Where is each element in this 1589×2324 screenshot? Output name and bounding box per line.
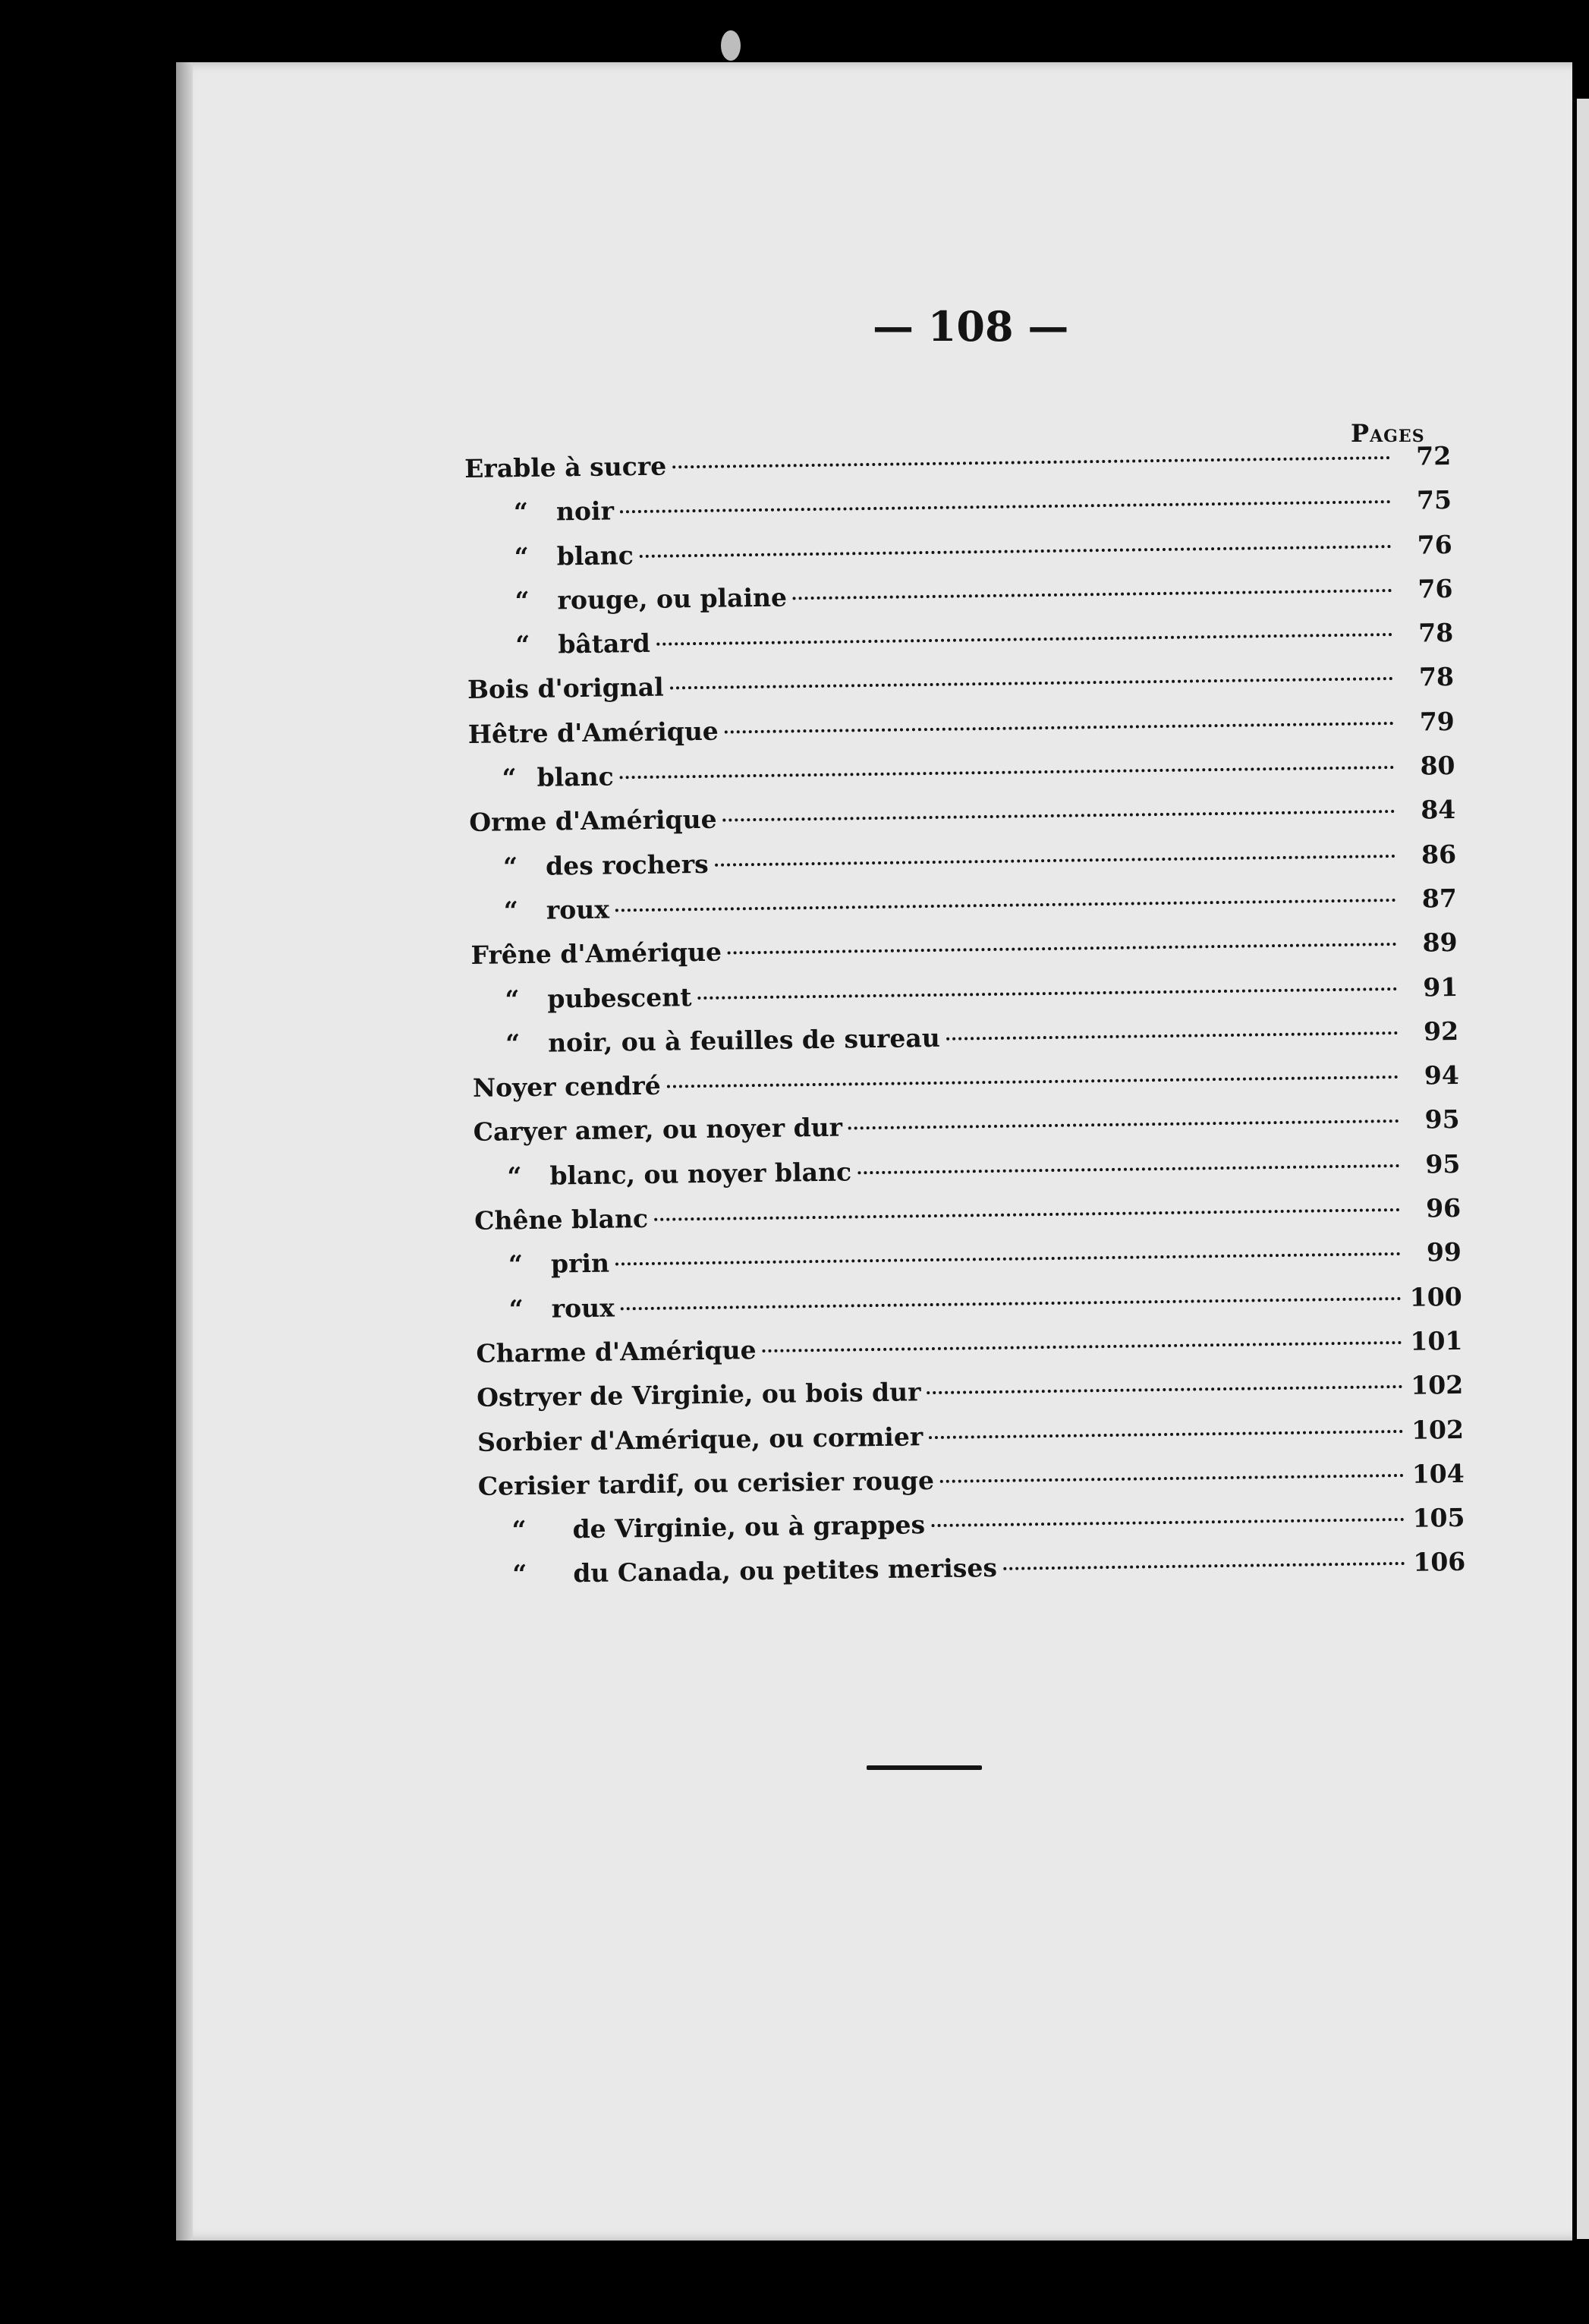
page-binding-edge: [176, 62, 193, 2241]
dot-leader: [927, 1385, 1402, 1394]
toc-entry-label: blanc: [556, 540, 634, 572]
closing-rule: [867, 1765, 982, 1770]
ditto-mark: “: [515, 630, 530, 660]
ditto-mark: “: [505, 1028, 521, 1059]
toc-entry-label: noir, ou à feuilles de sureau: [547, 1022, 940, 1058]
dot-leader: [725, 722, 1394, 734]
pages-column-header: Pages: [1351, 419, 1425, 448]
page-number: — 108 —: [873, 302, 1069, 351]
ditto-mark: “: [512, 1559, 527, 1589]
toc-entry-label: Hêtre d'Amérique: [467, 716, 719, 749]
toc-entry-page: 76: [1417, 529, 1452, 560]
toc-entry-page: 76: [1418, 573, 1453, 604]
dot-leader: [931, 1518, 1404, 1527]
ditto-mark: “: [511, 1515, 527, 1545]
toc-entry-indent: [472, 1052, 505, 1053]
ditto-mark: “: [503, 896, 519, 926]
dot-leader: [654, 1208, 1400, 1221]
toc-entry-page: 78: [1418, 618, 1454, 648]
toc-entry-page: 105: [1412, 1502, 1465, 1533]
toc-entry-label: prin: [550, 1248, 610, 1279]
toc-entry-page: 91: [1423, 971, 1458, 1003]
toc-entry-page: 104: [1411, 1458, 1465, 1489]
dot-leader: [697, 987, 1397, 1000]
toc-entry-page: 102: [1411, 1370, 1464, 1401]
ditto-mark: “: [514, 585, 530, 616]
toc-entry-label: pubescent: [547, 981, 692, 1014]
dot-leader: [672, 456, 1390, 468]
dot-leader: [793, 589, 1392, 600]
toc-entry-page: 99: [1426, 1237, 1462, 1267]
paper-speck: [721, 30, 741, 61]
toc-entry-indent: [470, 919, 504, 920]
ditto-mark: “: [507, 1160, 522, 1192]
dot-leader: [848, 1119, 1399, 1129]
toc-entry-page: 92: [1423, 1016, 1459, 1047]
table-of-contents: [464, 441, 1466, 1604]
toc-entry-label: Cerisier tardif, ou cerisier rouge: [477, 1465, 935, 1501]
dot-leader: [715, 855, 1395, 867]
next-page-edge: [1577, 99, 1589, 2239]
dot-leader: [857, 1164, 1399, 1174]
toc-entry-page: 95: [1425, 1148, 1461, 1179]
toc-entry-label: Ostryer de Virginie, ou bois dur: [477, 1377, 921, 1413]
toc-entry-page: 79: [1419, 706, 1455, 737]
toc-entry-label: Bois d'orignal: [467, 672, 664, 705]
ditto-mark: “: [508, 1293, 524, 1324]
toc-entry-label: Chêne blanc: [474, 1203, 649, 1236]
toc-entry-label: rouge, ou plaine: [557, 582, 788, 616]
toc-entry-label: Sorbier d'Amérique, ou cormier: [477, 1421, 924, 1457]
dot-leader: [728, 943, 1397, 955]
ditto-mark: “: [505, 984, 520, 1014]
toc-entry-page: 84: [1421, 795, 1456, 825]
toc-entry-page: 72: [1415, 440, 1452, 471]
ditto-mark: “: [502, 851, 518, 882]
toc-entry-page: 101: [1410, 1325, 1463, 1356]
toc-entry-page: 95: [1424, 1104, 1460, 1135]
toc-entry-label: de Virginie, ou à grappes: [572, 1510, 926, 1545]
dot-leader: [615, 1252, 1401, 1266]
toc-entry-page: 100: [1409, 1281, 1462, 1312]
toc-entry-page: 102: [1411, 1414, 1465, 1445]
toc-entry-label: roux: [551, 1293, 615, 1324]
ditto-mark: “: [513, 497, 529, 527]
dot-leader: [656, 633, 1392, 646]
toc-entry-label: Frêne d'Amérique: [470, 937, 722, 971]
toc-entry-page: 89: [1422, 927, 1458, 958]
toc-entry-page: 80: [1420, 751, 1455, 781]
toc-entry-indent: [474, 1185, 508, 1186]
toc-entry-label: Charme d'Amérique: [476, 1335, 757, 1368]
ditto-mark: “: [502, 763, 517, 793]
toc-entry-indent: [469, 786, 502, 787]
dot-leader: [1003, 1562, 1405, 1570]
toc-entry-page: 106: [1413, 1547, 1466, 1578]
toc-entry-label: des rochers: [545, 849, 709, 881]
toc-entry-indent: [472, 1008, 505, 1009]
toc-entry-indent: [479, 1583, 512, 1584]
dot-leader: [940, 1474, 1404, 1483]
toc-entry-label: roux: [546, 894, 610, 925]
toc-entry-indent: [467, 653, 515, 654]
toc-entry-page: 87: [1421, 883, 1458, 914]
toc-entry-indent: [470, 875, 503, 876]
toc-entry-label: bâtard: [558, 628, 651, 660]
toc-entry-indent: [467, 609, 515, 610]
dot-leader: [929, 1429, 1403, 1438]
toc-entry-label: blanc: [536, 761, 614, 792]
toc-entry-indent: [479, 1538, 512, 1539]
toc-entry-label: noir: [555, 496, 615, 527]
toc-entry-indent: [466, 565, 514, 566]
ditto-mark: “: [508, 1249, 524, 1280]
dot-leader: [621, 1297, 1402, 1310]
toc-entry-label: Noyer cendré: [472, 1070, 661, 1104]
toc-entry-page: 75: [1416, 485, 1452, 515]
dot-leader: [640, 545, 1392, 558]
toc-entry-label: Orme d'Amérique: [469, 805, 717, 838]
dot-leader: [615, 899, 1396, 912]
dot-leader: [620, 766, 1395, 779]
dot-leader: [763, 1341, 1402, 1353]
dot-leader: [620, 500, 1391, 513]
dot-leader: [946, 1031, 1398, 1041]
toc-entry-label: du Canada, ou petites merises: [573, 1553, 998, 1589]
toc-entry-page: 86: [1421, 839, 1457, 870]
toc-entry-label: Erable à sucre: [464, 451, 667, 483]
toc-entry-label: Caryer amer, ou noyer dur: [473, 1113, 843, 1148]
toc-entry-page: 94: [1424, 1060, 1460, 1091]
toc-entry-page: 96: [1425, 1192, 1462, 1223]
toc-entry-label: blanc, ou noyer blanc: [549, 1157, 852, 1191]
toc-entry-page: 78: [1418, 662, 1455, 693]
dot-leader: [723, 810, 1395, 822]
ditto-mark: “: [514, 541, 530, 572]
dot-leader: [670, 677, 1393, 689]
dot-leader: [667, 1075, 1399, 1088]
